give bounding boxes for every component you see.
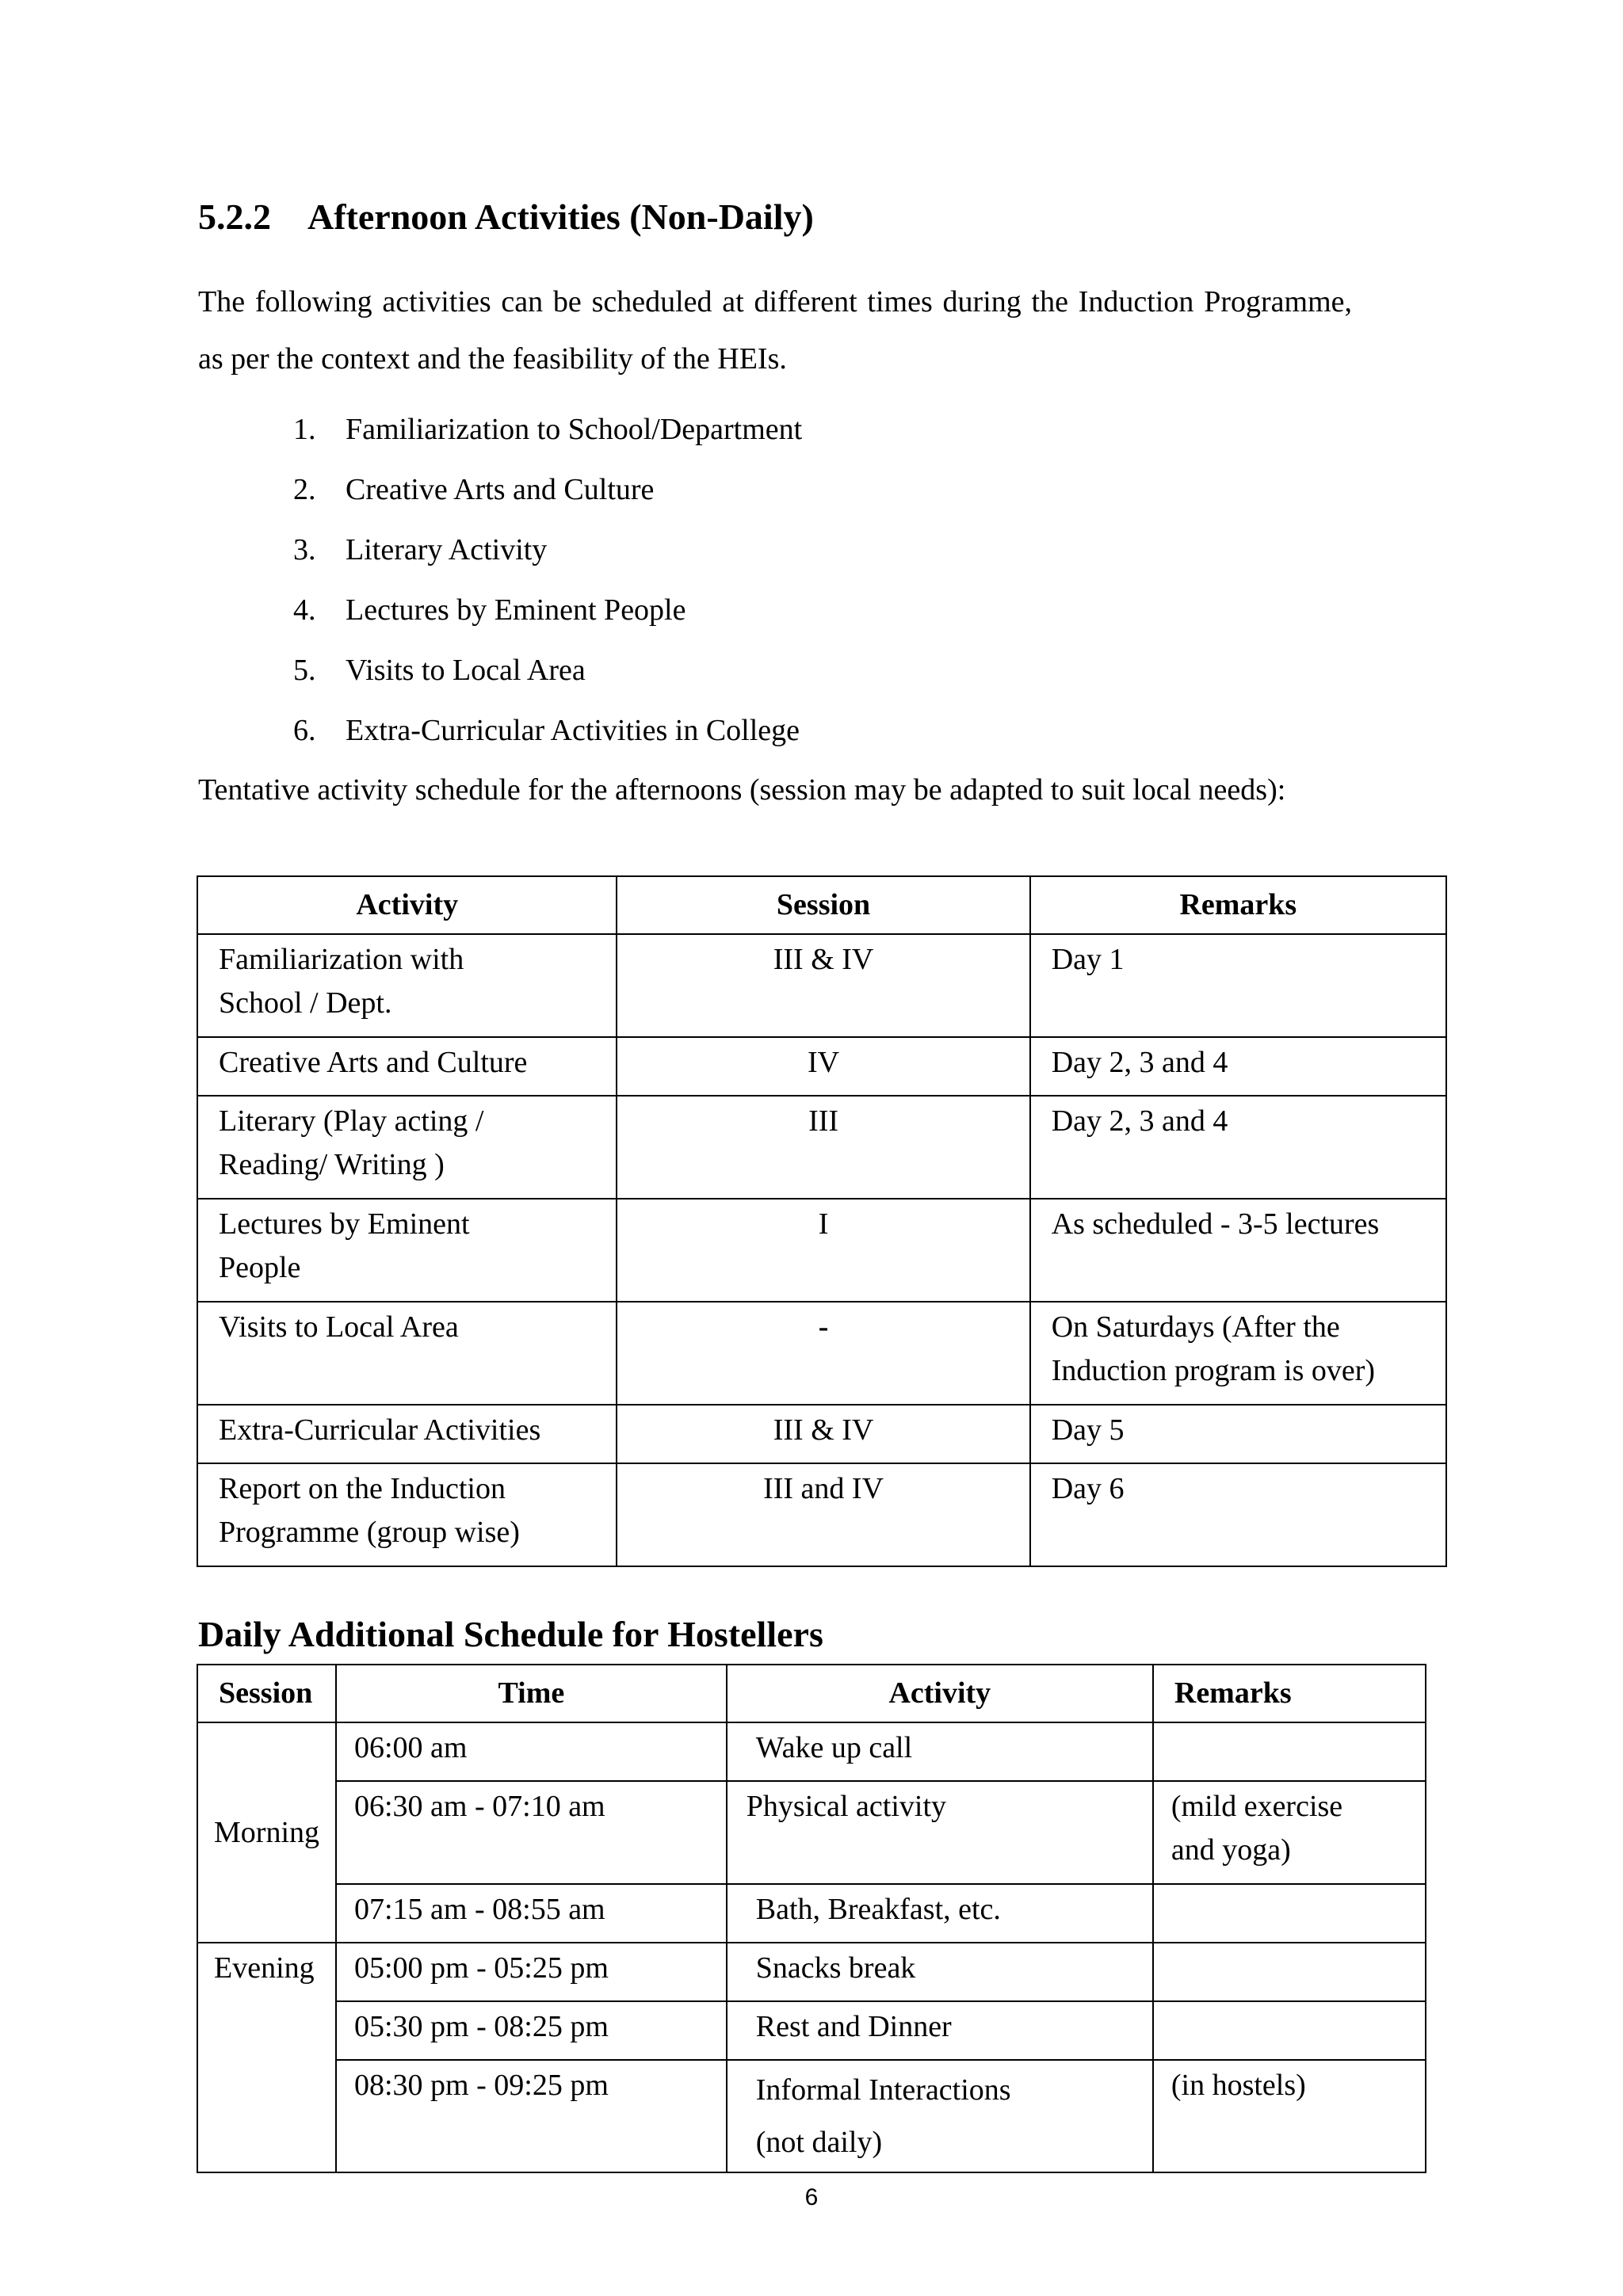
session-cell: - <box>617 1302 1029 1405</box>
activity-cell: Lectures by Eminent People <box>197 1199 617 1302</box>
activity-cell: Literary (Play acting / Reading/ Writing ) <box>197 1096 617 1199</box>
time-cell: 05:30 pm - 08:25 pm <box>336 2001 727 2060</box>
header-activity: Activity <box>727 1665 1153 1722</box>
remarks-cell: Day 2, 3 and 4 <box>1030 1096 1446 1199</box>
remarks-cell: As scheduled - 3-5 lectures <box>1030 1199 1446 1302</box>
list-item: 6. Extra-Curricular Activities in College <box>293 714 800 747</box>
table-row <box>197 1722 1426 1781</box>
table-row <box>197 1463 1446 1566</box>
section-number: 5.2.2 <box>198 196 271 237</box>
table-row <box>197 1199 1446 1302</box>
list-item: 4. Lectures by Eminent People <box>293 593 686 627</box>
remarks-cell: Day 5 <box>1030 1405 1446 1463</box>
remarks-cell: Day 6 <box>1030 1463 1446 1566</box>
session-cell: III & IV <box>617 934 1029 1037</box>
list-item: 3. Literary Activity <box>293 533 548 566</box>
session-evening-cell: Evening <box>197 1943 336 2172</box>
table-row <box>197 2060 1426 2172</box>
session-cell: I <box>617 1199 1029 1302</box>
session-cell: IV <box>617 1037 1029 1096</box>
session-morning-cell: Morning <box>197 1722 336 1943</box>
time-cell: 06:30 am - 07:10 am <box>336 1781 727 1884</box>
table-row <box>197 1096 1446 1199</box>
time-cell: 08:30 pm - 09:25 pm <box>336 2060 727 2172</box>
table-row <box>197 1884 1426 1943</box>
page-number: 6 <box>804 2184 819 2210</box>
activity-cell: Snacks break <box>727 1943 1153 2001</box>
remarks-cell <box>1153 1722 1426 1781</box>
header-remarks: Remarks <box>1030 876 1446 934</box>
afternoon-schedule-table <box>197 875 1447 1567</box>
activity-cell: Wake up call <box>727 1722 1153 1781</box>
activities-list <box>293 406 802 767</box>
daily-schedule-heading: Daily Additional Schedule for Hostellers <box>198 1614 823 1654</box>
table-row <box>197 1405 1446 1463</box>
tentative-paragraph: Tentative activity schedule for the afternoons (session may be adapted to suit local needs): <box>198 773 1286 807</box>
activity-cell: Bath, Breakfast, etc. <box>727 1884 1153 1943</box>
header-remarks: Remarks <box>1153 1665 1426 1722</box>
remarks-cell: (mild exercise and yoga) <box>1153 1781 1426 1884</box>
header-session: Session <box>617 876 1029 934</box>
table-row <box>197 1037 1446 1096</box>
remarks-cell: On Saturdays (After the Induction program is over) <box>1030 1302 1446 1405</box>
table-header-row <box>197 876 1446 934</box>
activity-cell: Creative Arts and Culture <box>197 1037 617 1096</box>
header-activity: Activity <box>197 876 617 934</box>
table-header-row <box>197 1665 1426 1722</box>
list-item: 5. Visits to Local Area <box>293 654 586 687</box>
remarks-cell <box>1153 1943 1426 2001</box>
activity-cell: Extra-Curricular Activities <box>197 1405 617 1463</box>
table-row <box>197 1781 1426 1884</box>
session-cell: III <box>617 1096 1029 1199</box>
activity-cell: Informal Interactions (not daily) <box>727 2060 1153 2172</box>
intro-paragraph: The following activities can be scheduled at different times during the Induction Programme, as per the context and the feasibility of the HEIs. <box>198 285 1352 376</box>
activity-cell: Rest and Dinner <box>727 2001 1153 2060</box>
time-cell: 07:15 am - 08:55 am <box>336 1884 727 1943</box>
remarks-cell: Day 1 <box>1030 934 1446 1037</box>
remarks-cell: Day 2, 3 and 4 <box>1030 1037 1446 1096</box>
section-heading <box>198 196 814 238</box>
header-time: Time <box>336 1665 727 1722</box>
remarks-cell: (in hostels) <box>1153 2060 1426 2172</box>
section-title: Afternoon Activities (Non-Daily) <box>307 196 814 237</box>
hostel-schedule-table <box>197 1664 1426 2173</box>
remarks-cell <box>1153 2001 1426 2060</box>
activity-cell: Familiarization with School / Dept. <box>197 934 617 1037</box>
list-item: 1. Familiarization to School/Department <box>293 413 803 446</box>
list-item: 2. Creative Arts and Culture <box>293 473 655 506</box>
remarks-cell <box>1153 1884 1426 1943</box>
time-cell: 06:00 am <box>336 1722 727 1781</box>
table-row <box>197 1943 1426 2001</box>
table-row <box>197 1302 1446 1405</box>
session-cell: III and IV <box>617 1463 1029 1566</box>
activity-cell: Report on the Induction Programme (group wise) <box>197 1463 617 1566</box>
session-cell: III & IV <box>617 1405 1029 1463</box>
table-row <box>197 2001 1426 2060</box>
time-cell: 05:00 pm - 05:25 pm <box>336 1943 727 2001</box>
activity-cell: Visits to Local Area <box>197 1302 617 1405</box>
table-row <box>197 934 1446 1037</box>
header-session: Session <box>197 1665 336 1722</box>
activity-cell: Physical activity <box>727 1781 1153 1884</box>
